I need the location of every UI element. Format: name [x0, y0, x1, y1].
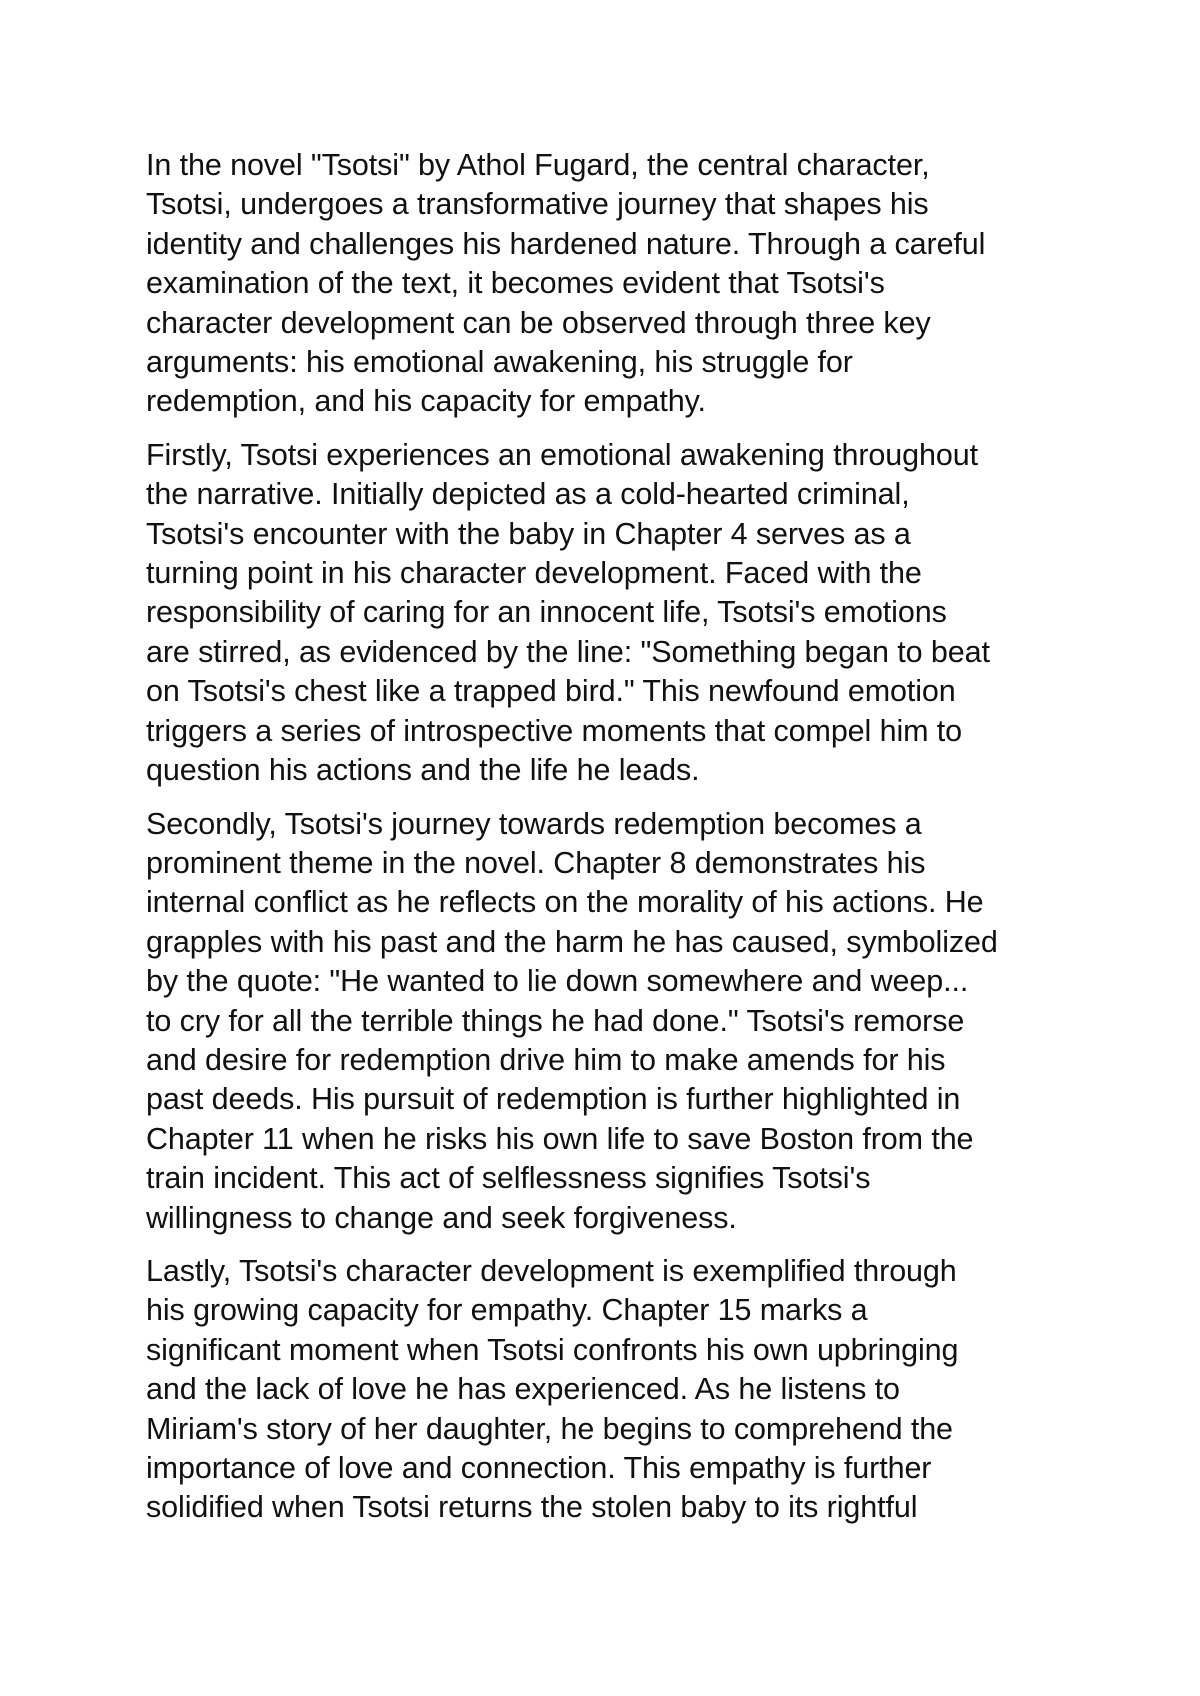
paragraph-redemption	[146, 805, 1066, 1238]
paragraph-introduction	[146, 146, 1066, 422]
paragraph-empathy	[146, 1252, 1066, 1528]
text-line: question his actions and the life he leads.	[146, 753, 700, 788]
text-line: are stirred, as evidenced by the line: "Something began to beat	[146, 634, 990, 669]
text-line: past deeds. His pursuit of redemption is further highlighted in	[146, 1082, 961, 1117]
document-body	[146, 146, 1066, 1542]
text-line: importance of love and connection. This empathy is further	[146, 1451, 932, 1485]
text-line: character development can be observed through three key	[146, 305, 931, 340]
text-line: Tsotsi's encounter with the baby in Chapter 4 serves as a	[146, 516, 911, 551]
text-line: identity and challenges his hardened nature. Through a careful	[146, 226, 986, 261]
text-line: significant moment when Tsotsi confronts his own upbringing	[146, 1332, 959, 1367]
text-line: willingness to change and seek forgiveness.	[146, 1200, 737, 1235]
text-line: and the lack of love he has experienced. As he listens to	[146, 1372, 900, 1407]
text-line: train incident. This act of selflessness signifies Tsotsi's	[146, 1161, 871, 1196]
text-line: turning point in his character development. Faced with the	[146, 556, 922, 591]
text-line: responsibility of caring for an innocent life, Tsotsi's emotions	[146, 595, 947, 630]
text-line: Firstly, Tsotsi experiences an emotional awakening throughout	[146, 437, 978, 472]
text-line: Lastly, Tsotsi's character development is exemplified through	[146, 1253, 957, 1288]
text-line: arguments: his emotional awakening, his struggle for	[146, 345, 853, 380]
paragraph-emotional-awakening	[146, 436, 1066, 791]
text-line: grapples with his past and the harm he has caused, symbolized	[146, 924, 998, 959]
text-line: on Tsotsi's chest like a trapped bird." This newfound emotion	[146, 674, 956, 709]
text-line: Chapter 11 when he risks his own life to save Boston from the	[146, 1121, 974, 1156]
text-line: triggers a series of introspective moments that compel him to	[146, 713, 963, 748]
text-line: to cry for all the terrible things he had done." Tsotsi's remorse	[146, 1003, 965, 1038]
text-line: his growing capacity for empathy. Chapter 15 marks a	[146, 1293, 868, 1328]
text-line: prominent theme in the novel. Chapter 8 demonstrates his	[146, 845, 926, 880]
text-line: and desire for redemption drive him to make amends for his	[146, 1042, 946, 1077]
text-line: Miriam's story of her daughter, he begins to comprehend the	[146, 1411, 953, 1446]
text-line: the narrative. Initially depicted as a cold-hearted criminal,	[146, 477, 910, 512]
text-line: internal conflict as he reflects on the morality of his actions. He	[146, 885, 984, 920]
text-line: by the quote: "He wanted to lie down somewhere and weep...	[146, 964, 969, 999]
text-line: Tsotsi, undergoes a transformative journey that shapes his	[146, 187, 929, 222]
text-line: redemption, and his capacity for empathy.	[146, 384, 706, 419]
text-line: In the novel "Tsotsi" by Athol Fugard, the central character,	[146, 148, 930, 182]
text-line: solidified when Tsotsi returns the stolen baby to its rightful	[146, 1490, 918, 1525]
text-line: Secondly, Tsotsi's journey towards redemption becomes a	[146, 806, 922, 841]
text-line: examination of the text, it becomes evident that Tsotsi's	[146, 266, 885, 301]
